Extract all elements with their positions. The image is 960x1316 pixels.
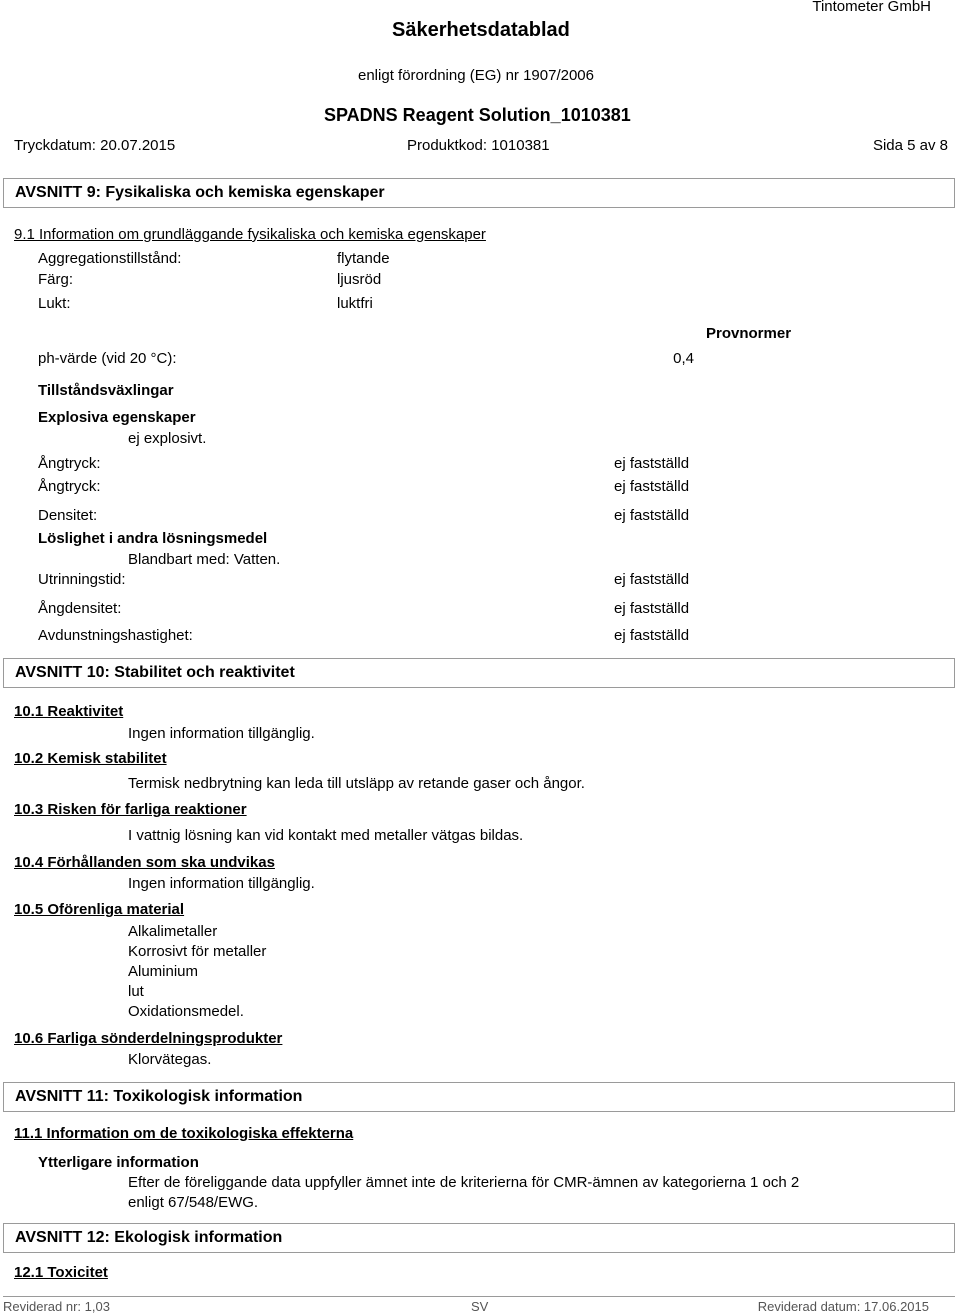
- test-norms-header: Provnormer: [706, 325, 792, 342]
- cmr-text-line-2: enligt 67/548/EWG.: [128, 1194, 259, 1211]
- incompatible-material: Alkalimetaller: [128, 923, 218, 940]
- subsection-10-4: 10.4 Förhållanden som ska undvikas: [14, 854, 275, 871]
- vapor-pressure-value-1: ej fastställd: [614, 455, 690, 472]
- flow-time-label: Utrinningstid:: [38, 571, 126, 588]
- chemical-stability-text: Termisk nedbrytning kan leda till utsläpp av retande gaser och ångor.: [128, 775, 585, 792]
- color-value: ljusröd: [337, 271, 382, 288]
- subsection-12-1: 12.1 Toxicitet: [14, 1264, 108, 1281]
- section-12-title: AVSNITT 12: Ekologisk information: [15, 1229, 283, 1246]
- state-changes-heading: Tillståndsväxlingar: [38, 382, 174, 399]
- ph-label: ph-värde (vid 20 °C):: [38, 350, 177, 367]
- subsection-11-1: 11.1 Information om de toxikologiska effekterna: [14, 1125, 354, 1142]
- density-value: ej fastställd: [614, 507, 690, 524]
- cmr-text-line-1: Efter de föreliggande data uppfyller ämnet inte de kriterierna för CMR-ämnen av kategorierna 1 och 2: [128, 1174, 800, 1191]
- subsection-10-5: 10.5 Oförenliga material: [14, 901, 185, 918]
- evaporation-rate-value: ej fastställd: [614, 627, 690, 644]
- evaporation-rate-label: Avdunstningshastighet:: [38, 627, 193, 644]
- explosive-value: ej explosivt.: [128, 430, 207, 447]
- incompatible-material: Korrosivt för metaller: [128, 943, 267, 960]
- aggregate-state-label: Aggregationstillstånd:: [38, 250, 182, 267]
- subsection-10-2: 10.2 Kemisk stabilitet: [14, 750, 167, 767]
- reactivity-text: Ingen information tillgänglig.: [128, 725, 315, 742]
- section-11-header: [3, 1082, 955, 1112]
- vapor-density-label: Ångdensitet:: [38, 600, 122, 617]
- explosive-heading: Explosiva egenskaper: [38, 409, 196, 426]
- subsection-10-1: 10.1 Reaktivitet: [14, 703, 124, 720]
- decomposition-products-text: Klorvätegas.: [128, 1051, 212, 1068]
- section-9-header: [3, 178, 955, 208]
- incompatible-material: Aluminium: [128, 963, 199, 980]
- document-title: Säkerhetsdatablad: [392, 19, 570, 41]
- print-date: Tryckdatum: 20.07.2015: [14, 137, 176, 154]
- incompatible-material: Oxidationsmedel.: [128, 1003, 244, 1020]
- subsection-10-6: 10.6 Farliga sönderdelningsprodukter: [14, 1030, 283, 1047]
- regulation-line: enligt förordning (EG) nr 1907/2006: [358, 67, 594, 84]
- subsection-10-3: 10.3 Risken för farliga reaktioner: [14, 801, 247, 818]
- vapor-pressure-label-2: Ångtryck:: [38, 478, 101, 495]
- section-10-header: [3, 658, 955, 688]
- odor-value: luktfri: [337, 295, 373, 312]
- product-code: Produktkod: 1010381: [407, 137, 550, 154]
- hazardous-reactions-text: I vattnig lösning kan vid kontakt med metaller vätgas bildas.: [128, 827, 524, 844]
- aggregate-state-value: flytande: [337, 250, 390, 267]
- solubility-heading: Löslighet i andra lösningsmedel: [38, 530, 268, 547]
- color-label: Färg:: [38, 271, 74, 288]
- incompatible-material: lut: [128, 983, 144, 1000]
- page-number: Sida 5 av 8: [872, 137, 948, 154]
- product-name: SPADNS Reagent Solution_1010381: [324, 105, 631, 125]
- section-10-title: AVSNITT 10: Stabilitet och reaktivitet: [15, 664, 295, 681]
- vapor-pressure-value-2: ej fastställd: [614, 478, 690, 495]
- section-12-header: [3, 1223, 955, 1253]
- vapor-density-value: ej fastställd: [614, 600, 690, 617]
- section-11-title: AVSNITT 11: Toxikologisk information: [15, 1088, 303, 1105]
- language-code: SV: [471, 1299, 489, 1314]
- flow-time-value: ej fastställd: [614, 571, 690, 588]
- conditions-to-avoid-text: Ingen information tillgänglig.: [128, 875, 315, 892]
- revision-number: Reviderad nr: 1,03: [3, 1299, 110, 1314]
- odor-label: Lukt:: [38, 295, 71, 312]
- ph-value: 0,4: [673, 350, 694, 367]
- solubility-value: Blandbart med: Vatten.: [128, 551, 281, 568]
- subsection-9-1: 9.1 Information om grundläggande fysikaliska och kemiska egenskaper: [14, 226, 486, 243]
- vapor-pressure-label-1: Ångtryck:: [38, 455, 101, 472]
- footer-divider: [3, 1296, 955, 1297]
- section-9-title: AVSNITT 9: Fysikaliska och kemiska egenskaper: [15, 184, 385, 201]
- company-name: Tintometer GmbH: [812, 0, 931, 15]
- density-label: Densitet:: [38, 507, 98, 524]
- revised-date: Reviderad datum: 17.06.2015: [757, 1299, 929, 1314]
- further-information-heading: Ytterligare information: [38, 1154, 199, 1171]
